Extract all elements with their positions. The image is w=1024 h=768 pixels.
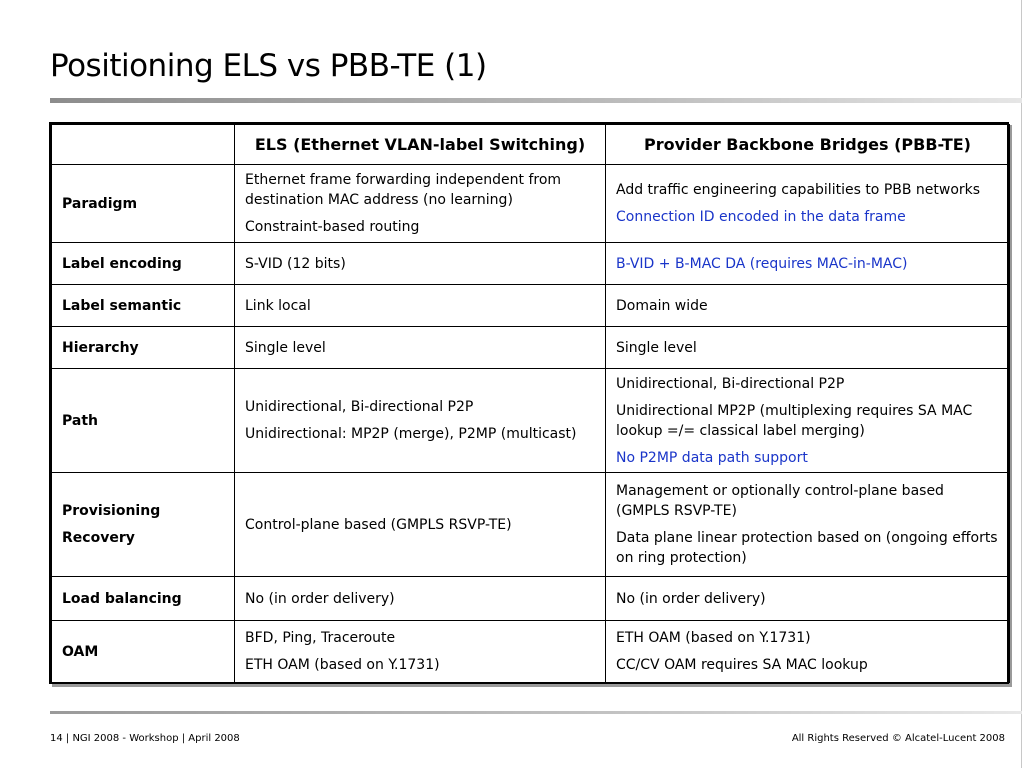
table-row	[52, 369, 1010, 473]
els-cell	[235, 285, 606, 327]
pbb-cell	[606, 577, 1010, 621]
pbb-cell-line: Unidirectional MP2P (multiplexing requires SA MAC lookup =/= classical label merging)	[616, 402, 973, 439]
els-cell	[235, 473, 606, 577]
pbb-cell	[606, 369, 1010, 473]
pbb-cell	[606, 165, 1010, 243]
pbb-cell-line: Management or optionally control-plane based (GMPLS RSVP-TE)	[616, 483, 944, 519]
els-cell-line: S-VID (12 bits)	[245, 255, 346, 272]
els-cell	[235, 327, 606, 369]
els-cell-line: BFD, Ping, Traceroute	[245, 630, 396, 646]
pbb-cell-line: Connection ID encoded in the data frame	[616, 209, 906, 225]
els-cell-line: Constraint-based routing	[245, 219, 420, 235]
row-header-label: Load balancing	[62, 590, 182, 607]
footer-copyright: All Rights Reserved © Alcatel-Lucent 2008	[791, 733, 1005, 744]
pbb-cell-line: ETH OAM (based on Y.1731)	[616, 630, 811, 646]
els-cell	[235, 369, 606, 473]
els-cell-line: Single level	[245, 339, 326, 356]
table-row	[52, 621, 1010, 683]
table-header-pbb: Provider Backbone Bridges (PBB-TE)	[606, 125, 1010, 165]
row-header-label: Paradigm	[62, 195, 138, 212]
row-header-label: Hierarchy	[62, 339, 139, 356]
els-cell-line: ETH OAM (based on Y.1731)	[245, 657, 440, 673]
table-header-row	[52, 125, 1010, 165]
comparison-table-frame	[49, 122, 1009, 684]
row-header-label: Label semantic	[62, 297, 182, 314]
els-cell	[235, 243, 606, 285]
els-cell-line: Link local	[245, 297, 311, 314]
slide-title: Positioning ELS vs PBB-TE (1)	[50, 48, 487, 84]
els-cell-line: Control-plane based (GMPLS RSVP-TE)	[245, 516, 512, 533]
row-header-cell	[52, 243, 235, 285]
pbb-cell	[606, 327, 1010, 369]
row-header-label: Label encoding	[62, 255, 182, 272]
table-row	[52, 165, 1010, 243]
footer-divider	[50, 711, 1022, 714]
slide-edge-line	[1021, 0, 1022, 768]
pbb-cell-line: Domain wide	[616, 297, 708, 314]
table-row	[52, 473, 1010, 577]
els-cell-line: No (in order delivery)	[245, 590, 395, 607]
comparison-table	[51, 124, 1010, 683]
els-cell-line: Unidirectional, Bi-directional P2P	[245, 399, 474, 415]
row-header-label: OAM	[62, 643, 99, 660]
pbb-cell-line: Single level	[616, 339, 697, 356]
table-header-blank	[52, 125, 235, 165]
row-header-label: Provisioning	[62, 503, 161, 519]
row-header-cell	[52, 165, 235, 243]
els-cell-line: Unidirectional: MP2P (merge), P2MP (multicast)	[245, 426, 577, 442]
row-header-cell	[52, 369, 235, 473]
pbb-cell-line: Data plane linear protection based on (ongoing efforts on ring protection)	[616, 530, 998, 566]
row-header-cell	[52, 577, 235, 621]
table-row	[52, 285, 1010, 327]
row-header-label: Recovery	[62, 530, 135, 546]
table-row	[52, 327, 1010, 369]
els-cell	[235, 577, 606, 621]
table-row	[52, 243, 1010, 285]
pbb-cell-line: Unidirectional, Bi-directional P2P	[616, 375, 845, 392]
els-cell-line: Ethernet frame forwarding independent from destination MAC address (no learning)	[245, 172, 562, 208]
pbb-cell-line: Add traffic engineering capabilities to PBB networks	[616, 182, 981, 198]
pbb-cell-line: No P2MP data path support	[616, 449, 808, 466]
pbb-cell-line: CC/CV OAM requires SA MAC lookup	[616, 657, 868, 673]
els-cell	[235, 165, 606, 243]
row-header-cell	[52, 473, 235, 577]
row-header-cell	[52, 621, 235, 683]
pbb-cell	[606, 621, 1010, 683]
pbb-cell-line: B-VID + B-MAC DA (requires MAC-in-MAC)	[616, 255, 908, 272]
row-header-label: Path	[62, 412, 98, 429]
row-header-cell	[52, 285, 235, 327]
pbb-cell	[606, 473, 1010, 577]
pbb-cell	[606, 243, 1010, 285]
pbb-cell-line: No (in order delivery)	[616, 590, 766, 607]
row-header-cell	[52, 327, 235, 369]
els-cell	[235, 621, 606, 683]
footer-slide-info: 14 | NGI 2008 - Workshop | April 2008	[50, 733, 240, 744]
pbb-cell	[606, 285, 1010, 327]
title-divider	[50, 98, 1022, 103]
table-row	[52, 577, 1010, 621]
table-header-els: ELS (Ethernet VLAN-label Switching)	[235, 125, 606, 165]
